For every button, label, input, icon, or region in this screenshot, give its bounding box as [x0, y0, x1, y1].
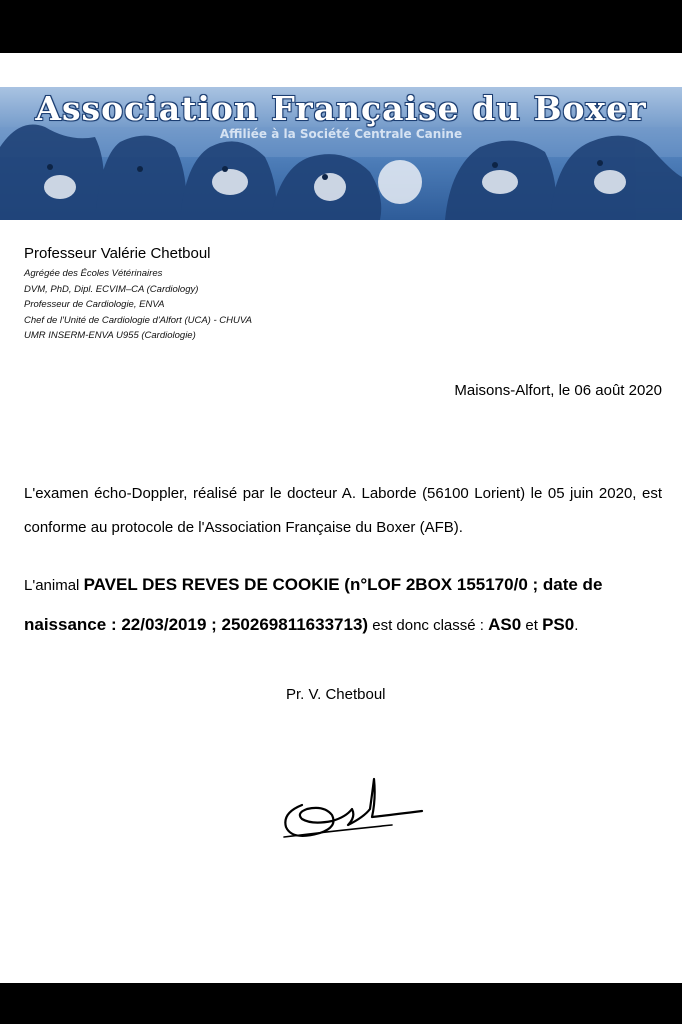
credential-line: Agrégée des Écoles Vétérinaires	[24, 268, 163, 279]
animal-prefix: L'animal	[24, 577, 84, 594]
document-page	[0, 53, 682, 983]
author-name: Professeur Valérie Chetboul	[24, 245, 211, 262]
class-as: AS0	[488, 615, 522, 634]
date-line: Maisons-Alfort, le 06 août 2020	[454, 382, 662, 399]
classification-joiner: et	[521, 617, 543, 634]
association-banner	[0, 87, 682, 220]
credential-line: Professeur de Cardiologie, ENVA	[24, 299, 165, 310]
classification-suffix: .	[574, 617, 579, 634]
signatory-name: Pr. V. Chetboul	[286, 686, 386, 703]
credential-line: Chef de l'Unité de Cardiologie d'Alfort (UCA) - CHUVA	[24, 314, 253, 326]
credential-line: UMR INSERM-ENVA U955 (Cardiologie)	[24, 330, 196, 341]
animal-identity: PAVEL DES REVES DE COOKIE (n°LOF 2BOX 155170/0 ; date de naissance : 22/03/2019 ; 250269811633713)	[24, 575, 603, 634]
credential-line: DVM, PhD, Dipl. ECVIM–CA (Cardiology)	[24, 283, 199, 295]
handwritten-signature	[272, 765, 432, 855]
class-ps: PS0	[542, 615, 575, 634]
classification-text: est donc classé :	[368, 617, 489, 634]
classification-paragraph	[24, 565, 662, 645]
author-block	[24, 245, 252, 344]
exam-paragraph: L'examen écho-Doppler, réalisé par le docteur A. Laborde (56100 Lorient) le 05 juin 2020, est conforme au protocole de l'Association Française du Boxer (AFB).	[24, 485, 662, 536]
banner-title: Association Française du Boxer	[35, 89, 647, 128]
banner-subtitle: Affiliée à la Société Centrale Canine	[219, 127, 463, 141]
